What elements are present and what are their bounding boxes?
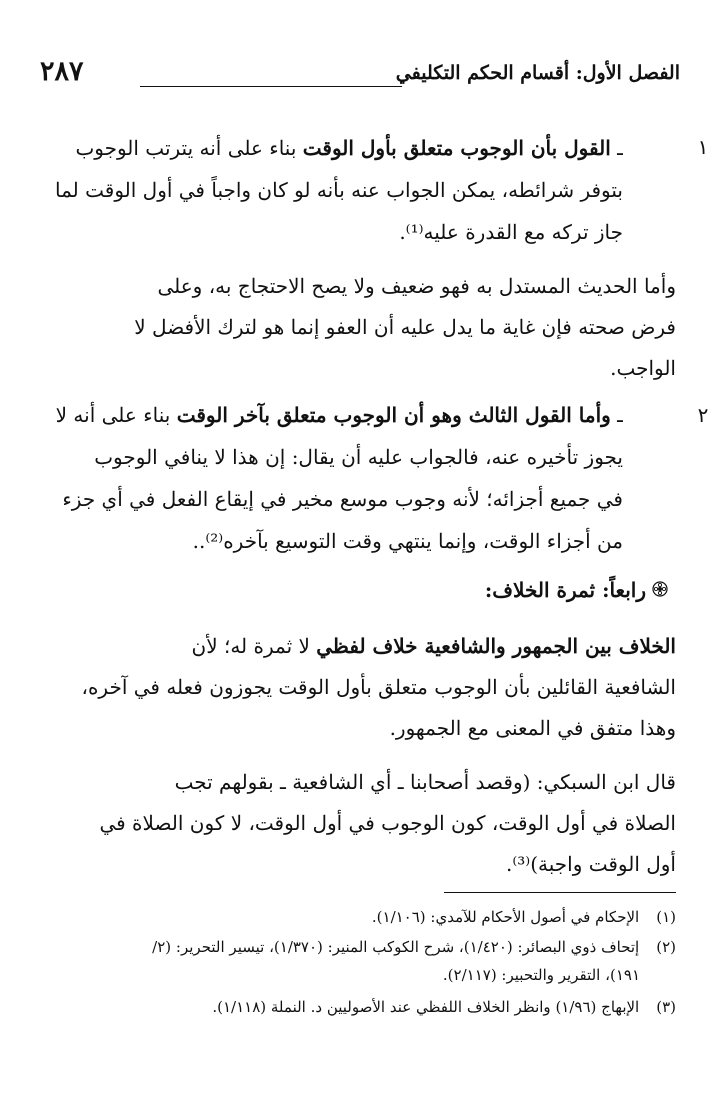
text-line: ـ القول بأن الوجوب متعلق بأول الوقت بناء على أنه يترتب الوجوب	[75, 136, 623, 160]
list-number: ٢	[697, 403, 708, 427]
text-line: وهذا متفق في المعنى مع الجمهور.	[389, 716, 676, 740]
section-heading: رابعاً: ثمرة الخلاف:	[485, 578, 668, 602]
text-line: أول الوقت واجبة)⁽³⁾.	[505, 852, 676, 876]
text-line: من أجزاء الوقت، وإنما ينتهي وقت التوسيع بآخره⁽²⁾..	[192, 529, 623, 553]
footnote: (٢) إتحاف ذوي البصائر: (١/٤٢٠)، شرح الكوكب المنير: (١/٣٧٠)، تيسير التحرير: (٢/ ١٩١)، التقرير والتحبير: (٢/١١٧).	[31, 933, 676, 989]
bold-phrase: القول بأن الوجوب متعلق بأول الوقت	[302, 136, 611, 160]
text-line: قال ابن السبكي: (وقصد أصحابنا ـ أي الشافعية ـ بقولهم تجب	[174, 770, 676, 794]
page-number: ٢٨٧	[40, 56, 84, 87]
footnote-number: (١)	[656, 908, 676, 926]
text-line: جاز تركه مع القدرة عليه⁽¹⁾.	[399, 220, 623, 244]
text-line: الواجب.	[610, 356, 676, 380]
bold-phrase: الخلاف بين الجمهور والشافعية خلاف لفظي	[316, 634, 676, 658]
text-line: بتوفر شرائطه، يمكن الجواب عنه بأنه لو كان واجباً في أول الوقت لما	[55, 178, 623, 202]
list-item-1	[48, 127, 623, 253]
text-line: يجوز تأخيره عنه، فالجواب عليه أن يقال: إن هذا لا ينافي الوجوب	[94, 445, 623, 469]
text-line: وأما الحديث المستدل به فهو ضعيف ولا يصح الاحتجاج به، وعلى	[157, 274, 676, 298]
flower-icon	[652, 581, 668, 602]
text-line: في جميع أجزائه؛ لأنه وجوب موسع مخير في إيقاع الفعل في أي جزء	[62, 487, 623, 511]
footnote: (١) الإحكام في أصول الأحكام للآمدي: (١/١٠٦).	[31, 903, 676, 931]
text-line: الصلاة في أول الوقت، كون الوجوب في أول الوقت، لا كون الصلاة في	[99, 811, 676, 835]
text-line: الشافعية القائلين بأن الوجوب متعلق بأول الوقت يجوزون فعله في آخره،	[81, 675, 676, 699]
paragraph	[50, 266, 676, 389]
list-number: ١	[697, 135, 708, 159]
header-rule	[140, 86, 402, 87]
text-line: ـ وأما القول الثالث وهو أن الوجوب متعلق بآخر الوقت بناء على أنه لا	[55, 403, 623, 427]
text-line: فرض صحته فإن غاية ما يدل عليه أن العفو إنما هو لترك الأفضل لا	[134, 315, 676, 339]
footnote-rule	[444, 892, 676, 893]
footnote-number: (٢)	[656, 938, 676, 956]
text-line: الخلاف بين الجمهور والشافعية خلاف لفظي لا ثمرة له؛ لأن	[191, 634, 676, 658]
chapter-title: الفصل الأول: أقسام الحكم التكليفي	[395, 62, 680, 84]
footnote-number: (٣)	[656, 998, 676, 1016]
bold-phrase: وأما القول الثالث وهو أن الوجوب متعلق بآخر الوقت	[176, 403, 611, 427]
paragraph	[36, 762, 676, 885]
footnote: (٣) الإبهاج (١/٩٦) وانظر الخلاف اللفظي عند الأصوليين د. النملة (١/١١٨).	[31, 993, 676, 1021]
running-header	[40, 58, 680, 98]
paragraph	[36, 626, 676, 749]
list-item-2	[48, 394, 623, 562]
